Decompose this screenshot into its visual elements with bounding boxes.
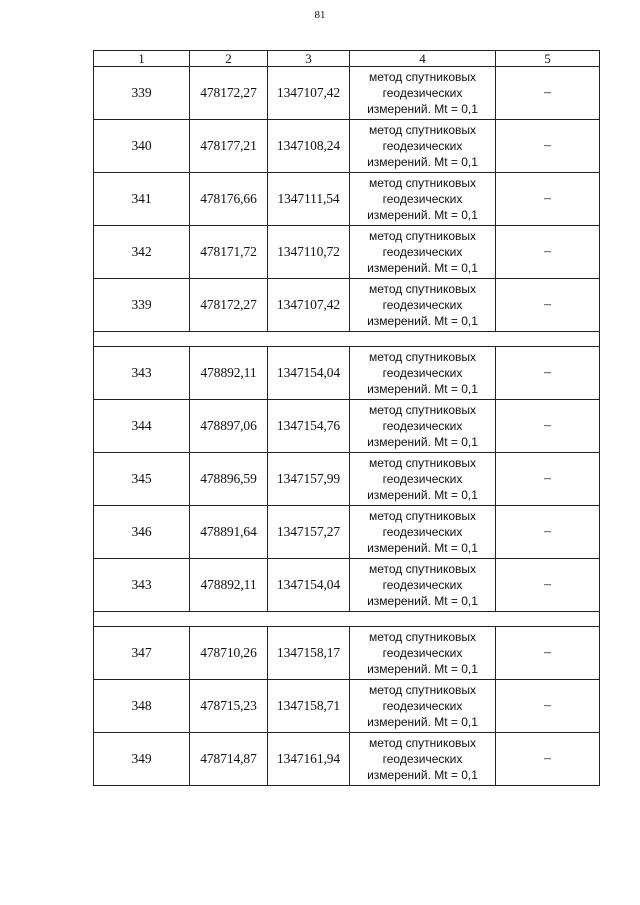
method-text-line: измерений. Mt = 0,1	[367, 208, 478, 222]
y-coordinate-cell: 1347161,94	[268, 733, 350, 786]
note-cell: –	[496, 173, 600, 226]
method-text-line: измерений. Mt = 0,1	[367, 662, 478, 676]
method-text-line: измерений. Mt = 0,1	[367, 382, 478, 396]
method-text-line: метод спутниковых	[368, 736, 476, 750]
x-coordinate-cell: 478176,66	[190, 173, 268, 226]
method-text-line: метод спутниковых	[368, 123, 476, 137]
note-cell: –	[496, 279, 600, 332]
method-text-line: метод спутниковых	[368, 70, 476, 84]
method-text-line: геодезических	[382, 525, 463, 539]
point-number-cell: 341	[94, 173, 190, 226]
note-cell: –	[496, 400, 600, 453]
point-number-cell: 348	[94, 680, 190, 733]
method-cell	[350, 279, 496, 332]
point-number-cell: 343	[94, 347, 190, 400]
method-text-line: измерений. Mt = 0,1	[367, 594, 478, 608]
method-text-line: измерений. Mt = 0,1	[367, 314, 478, 328]
y-coordinate-cell: 1347107,42	[268, 67, 350, 120]
note-cell: –	[496, 627, 600, 680]
note-cell: –	[496, 226, 600, 279]
method-text-line: измерений. Mt = 0,1	[367, 155, 478, 169]
point-number-cell: 349	[94, 733, 190, 786]
method-text-line: геодезических	[382, 472, 463, 486]
table-row	[94, 733, 600, 786]
group-separator-row	[94, 332, 600, 347]
method-cell	[350, 627, 496, 680]
table-row	[94, 680, 600, 733]
method-cell	[350, 173, 496, 226]
y-coordinate-cell: 1347154,04	[268, 347, 350, 400]
method-cell	[350, 559, 496, 612]
method-text-line: измерений. Mt = 0,1	[367, 768, 478, 782]
method-text-line: геодезических	[382, 699, 463, 713]
table-row	[94, 506, 600, 559]
method-cell	[350, 680, 496, 733]
method-text-line: метод спутниковых	[368, 229, 476, 243]
x-coordinate-cell: 478177,21	[190, 120, 268, 173]
method-cell	[350, 733, 496, 786]
note-cell: –	[496, 67, 600, 120]
method-cell	[350, 120, 496, 173]
table-row	[94, 226, 600, 279]
table-row	[94, 67, 600, 120]
y-coordinate-cell: 1347154,04	[268, 559, 350, 612]
point-number-cell: 339	[94, 279, 190, 332]
note-cell: –	[496, 347, 600, 400]
column-header-4: 4	[350, 51, 496, 67]
group-separator-row	[94, 612, 600, 627]
table-row	[94, 173, 600, 226]
method-cell	[350, 453, 496, 506]
method-text-line: метод спутниковых	[368, 562, 476, 576]
y-coordinate-cell: 1347157,99	[268, 453, 350, 506]
point-number-cell: 346	[94, 506, 190, 559]
method-cell	[350, 67, 496, 120]
table-row	[94, 559, 600, 612]
method-text-line: метод спутниковых	[368, 176, 476, 190]
table-row	[94, 279, 600, 332]
y-coordinate-cell: 1347111,54	[268, 173, 350, 226]
table-header-row	[94, 51, 600, 67]
table-row	[94, 347, 600, 400]
x-coordinate-cell: 478172,27	[190, 67, 268, 120]
note-cell: –	[496, 559, 600, 612]
method-text-line: измерений. Mt = 0,1	[367, 488, 478, 502]
x-coordinate-cell: 478892,11	[190, 347, 268, 400]
method-text-line: геодезических	[382, 139, 463, 153]
note-cell: –	[496, 453, 600, 506]
method-text-line: метод спутниковых	[368, 683, 476, 697]
method-text-line: метод спутниковых	[368, 630, 476, 644]
method-text-line: геодезических	[382, 646, 463, 660]
x-coordinate-cell: 478710,26	[190, 627, 268, 680]
column-header-2: 2	[190, 51, 268, 67]
x-coordinate-cell: 478891,64	[190, 506, 268, 559]
x-coordinate-cell: 478896,59	[190, 453, 268, 506]
method-text-line: метод спутниковых	[368, 509, 476, 523]
method-text-line: измерений. Mt = 0,1	[367, 715, 478, 729]
point-number-cell: 339	[94, 67, 190, 120]
method-text-line: измерений. Mt = 0,1	[367, 541, 478, 555]
method-text-line: геодезических	[382, 298, 463, 312]
method-text-line: метод спутниковых	[368, 403, 476, 417]
x-coordinate-cell: 478171,72	[190, 226, 268, 279]
method-text-line: геодезических	[382, 578, 463, 592]
point-number-cell: 344	[94, 400, 190, 453]
point-number-cell: 342	[94, 226, 190, 279]
point-number-cell: 347	[94, 627, 190, 680]
method-text-line: измерений. Mt = 0,1	[367, 435, 478, 449]
point-number-cell: 340	[94, 120, 190, 173]
table-row	[94, 453, 600, 506]
method-cell	[350, 506, 496, 559]
table-row	[94, 627, 600, 680]
point-number-cell: 345	[94, 453, 190, 506]
x-coordinate-cell: 478714,87	[190, 733, 268, 786]
method-text-line: геодезических	[382, 86, 463, 100]
coordinates-table	[93, 50, 600, 786]
method-cell	[350, 347, 496, 400]
method-cell	[350, 226, 496, 279]
group-separator-cell	[94, 612, 600, 627]
column-header-5: 5	[496, 51, 600, 67]
table-row	[94, 400, 600, 453]
note-cell: –	[496, 120, 600, 173]
method-text-line: геодезических	[382, 752, 463, 766]
method-text-line: метод спутниковых	[368, 282, 476, 296]
group-separator-cell	[94, 332, 600, 347]
y-coordinate-cell: 1347158,71	[268, 680, 350, 733]
column-header-1: 1	[94, 51, 190, 67]
note-cell: –	[496, 733, 600, 786]
x-coordinate-cell: 478897,06	[190, 400, 268, 453]
column-header-3: 3	[268, 51, 350, 67]
y-coordinate-cell: 1347157,27	[268, 506, 350, 559]
method-text-line: геодезических	[382, 366, 463, 380]
y-coordinate-cell: 1347110,72	[268, 226, 350, 279]
y-coordinate-cell: 1347158,17	[268, 627, 350, 680]
x-coordinate-cell: 478892,11	[190, 559, 268, 612]
note-cell: –	[496, 506, 600, 559]
method-text-line: метод спутниковых	[368, 350, 476, 364]
method-cell	[350, 400, 496, 453]
method-text-line: геодезических	[382, 245, 463, 259]
table-body	[94, 67, 600, 786]
table-row	[94, 120, 600, 173]
y-coordinate-cell: 1347154,76	[268, 400, 350, 453]
page-number: 81	[314, 9, 326, 21]
x-coordinate-cell: 478715,23	[190, 680, 268, 733]
method-text-line: измерений. Mt = 0,1	[367, 102, 478, 116]
x-coordinate-cell: 478172,27	[190, 279, 268, 332]
method-text-line: геодезических	[382, 419, 463, 433]
method-text-line: метод спутниковых	[368, 456, 476, 470]
method-text-line: измерений. Mt = 0,1	[367, 261, 478, 275]
note-cell: –	[496, 680, 600, 733]
method-text-line: геодезических	[382, 192, 463, 206]
point-number-cell: 343	[94, 559, 190, 612]
y-coordinate-cell: 1347107,42	[268, 279, 350, 332]
y-coordinate-cell: 1347108,24	[268, 120, 350, 173]
